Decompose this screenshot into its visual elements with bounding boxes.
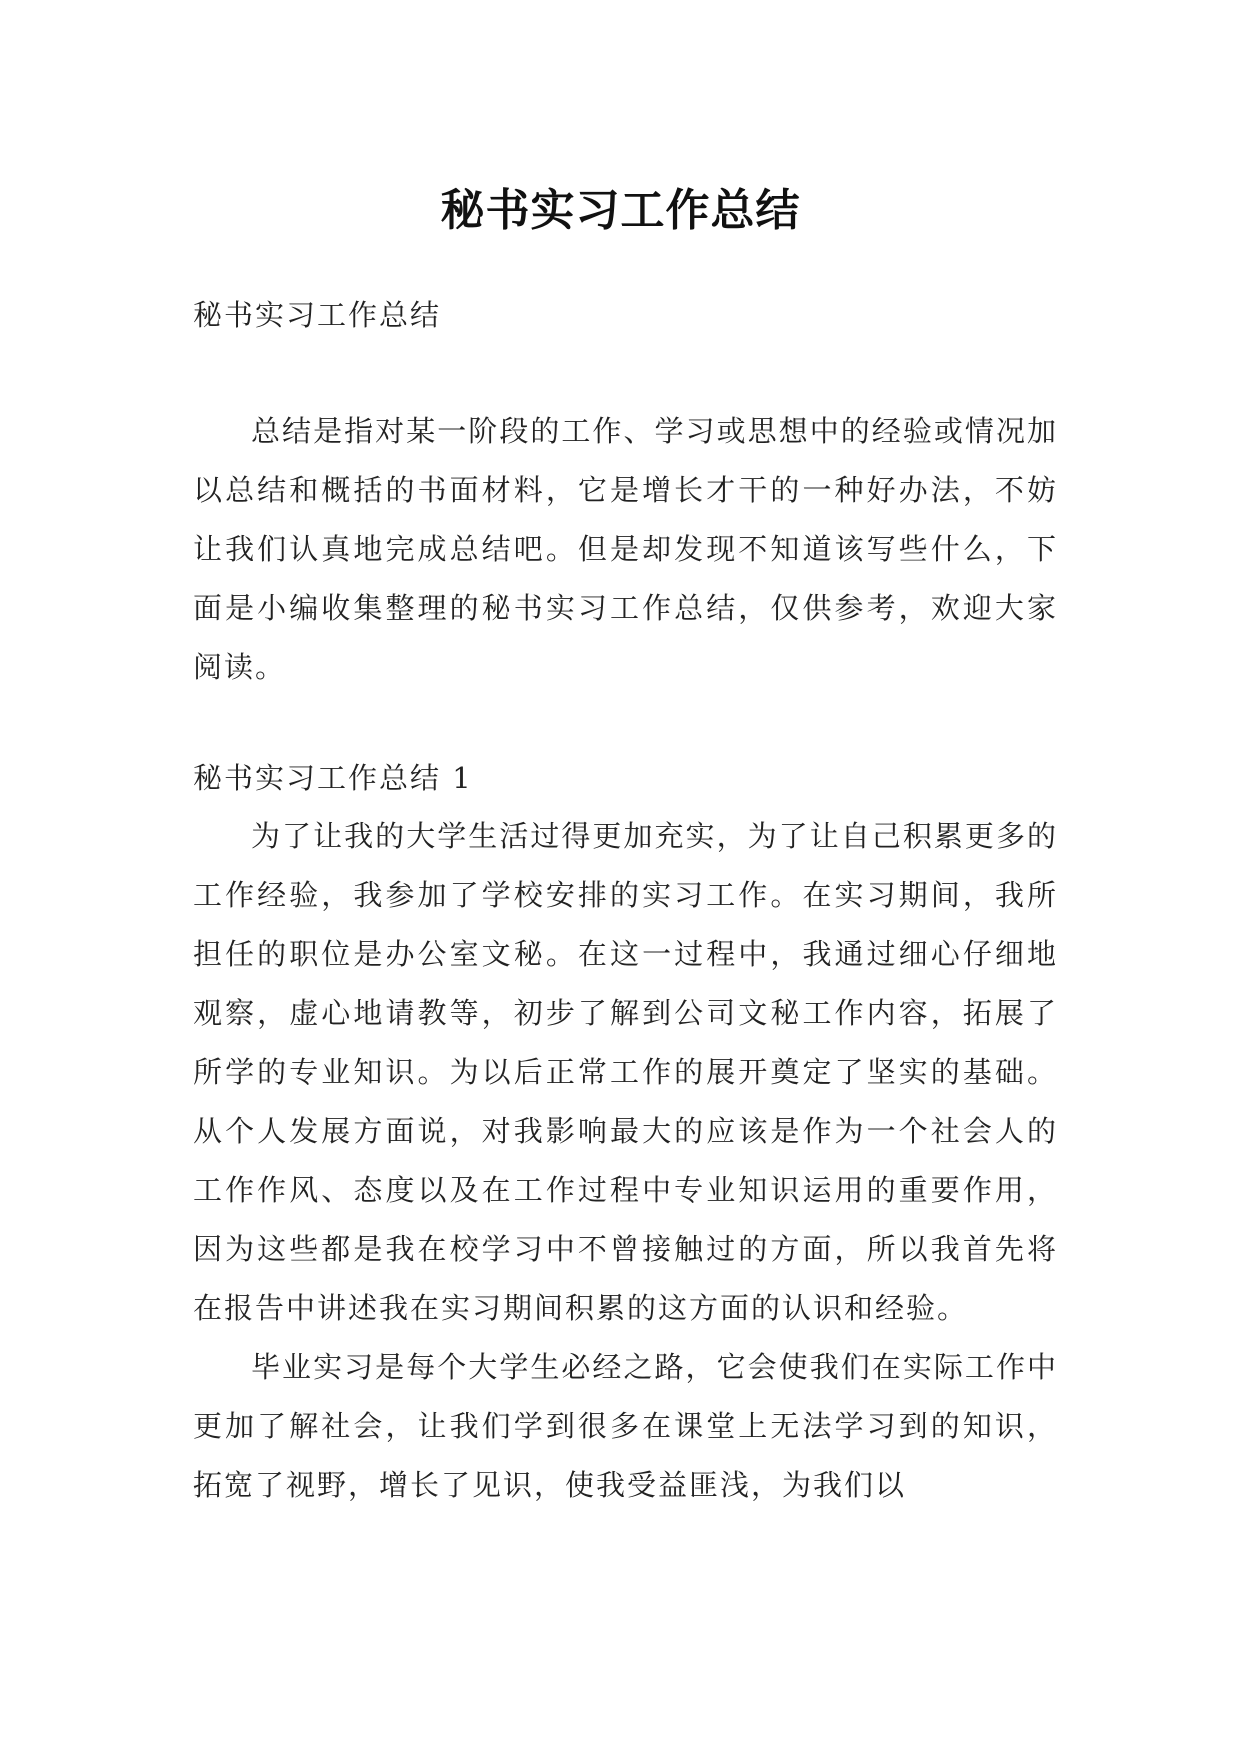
body-paragraph-2: 毕业实习是每个大学生必经之路，它会使我们在实际工作中更加了解社会，让我们学到很多在课堂上无法学习到的知识，拓宽了视野，增长了见识，使我受益匪浅，为我们以 bbox=[193, 1350, 1058, 1502]
intro-paragraph: 总结是指对某一阶段的工作、学习或思想中的经验或情况加以总结和概括的书面材料，它是增长才干的一种好办法，不妨让我们认真地完成总结吧。但是却发现不知道该写些什么，下面是小编收集整理的秘书实习工作总结，仅供参考，欢迎大家阅读。 bbox=[193, 414, 1058, 684]
document-subtitle: 秘书实习工作总结 bbox=[193, 298, 442, 332]
section-heading: 秘书实习工作总结 1 bbox=[193, 761, 473, 795]
document-title: 秘书实习工作总结 bbox=[440, 185, 801, 237]
body-paragraph-1: 为了让我的大学生活过得更加充实，为了让自己积累更多的工作经验，我参加了学校安排的实习工作。在实习期间，我所担任的职位是办公室文秘。在这一过程中，我通过细心仔细地观察，虚心地请教等，初步了解到公司文秘工作内容，拓展了所学的专业知识。为以后正常工作的展开奠定了坚实的基础。从个人发展方面说，对我影响最大的应该是作为一个社会人的工作作风、态度以及在工作过程中专业知识运用的重要作用，因为这些都是我在校学习中不曾接触过的方面，所以我首先将在报告中讲述我在实习期间积累的这方面的认识和经验。 bbox=[193, 819, 1058, 1325]
section-body bbox=[193, 807, 1058, 1515]
